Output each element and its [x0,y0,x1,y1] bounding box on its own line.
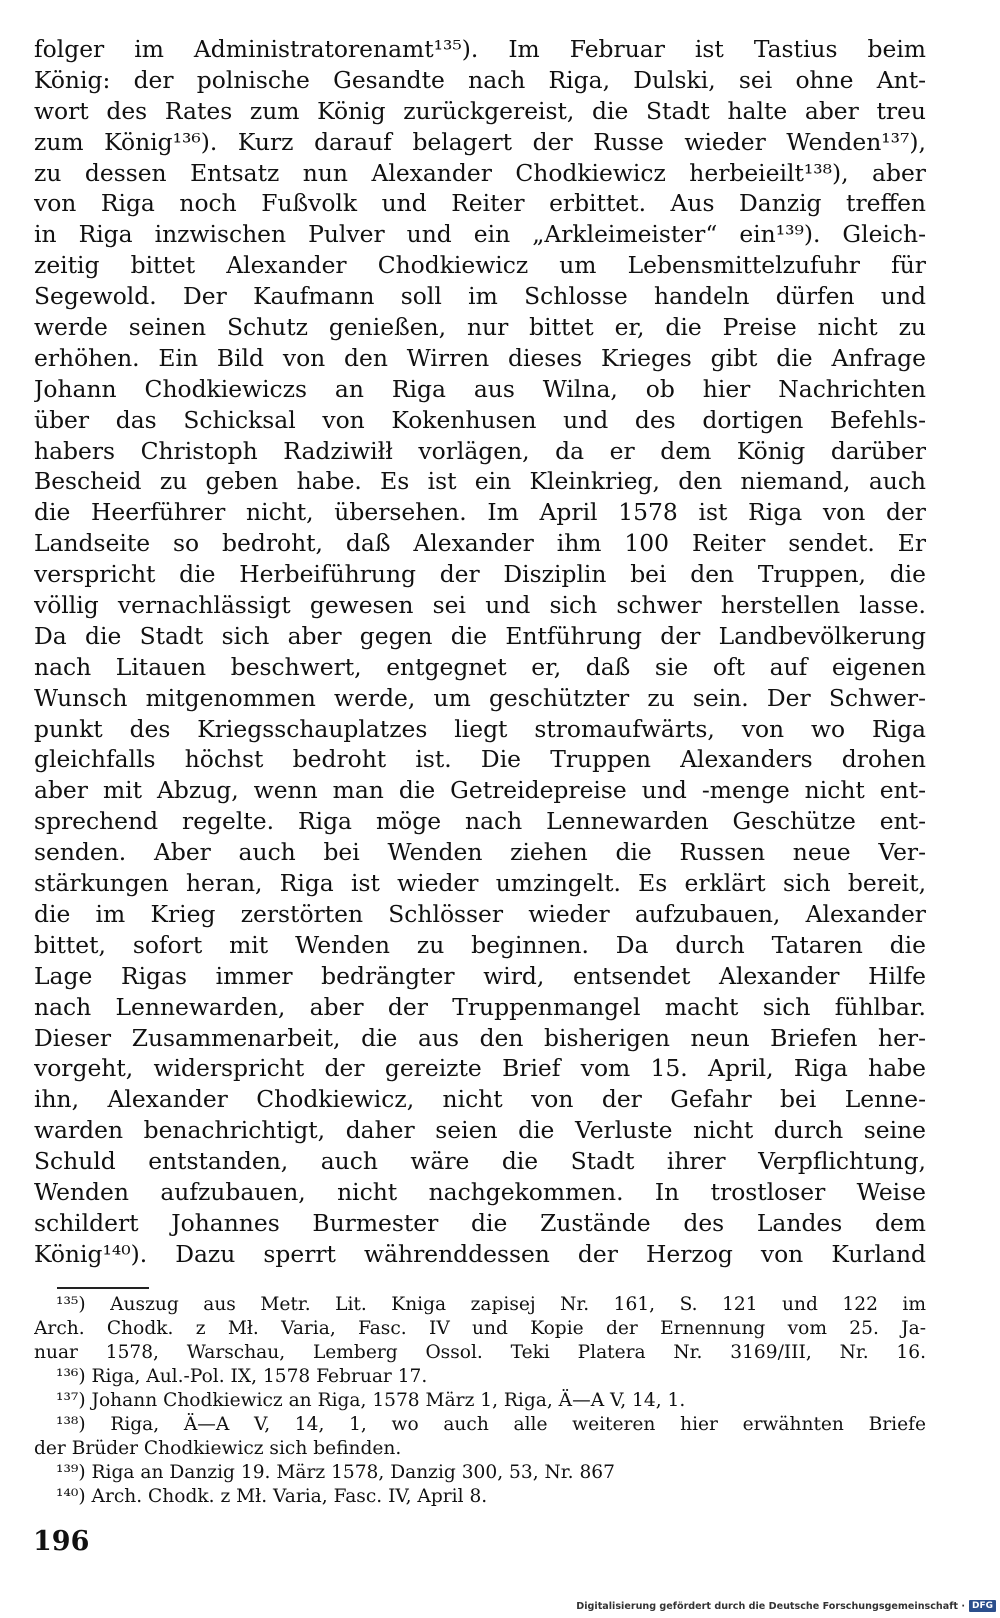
footnotes [34,1293,926,1509]
body-line: über das Schicksal von Kokenhusen und des dortigen Befehls- [34,405,926,434]
body-line: Segewold. Der Kaufmann soll im Schlosse handeln dürfen und [34,282,926,311]
body-line: Bescheid zu geben habe. Es ist ein Kleinkrieg, den niemand, auch [34,467,926,496]
body-line: in Riga inzwischen Pulver und ein „Arkleimeister“ ein¹³⁹). Gleich- [34,220,926,249]
body-line: nach Lennewarden, aber der Truppenmangel macht sich fühlbar. [34,992,926,1021]
body-line: erhöhen. Ein Bild von den Wirren dieses Krieges gibt die Anfrage [34,343,926,372]
body-line: völlig vernachlässigt gewesen sei und sich schwer herstellen lasse. [34,591,926,620]
page-number: 196 [33,1526,90,1557]
body-line: stärkungen heran, Riga ist wieder umzingelt. Es erklärt sich bereit, [34,869,926,898]
footnote-line: ¹³⁶) Riga, Aul.-Pol. IX, 1578 Februar 17. [56,1366,428,1387]
body-line: Dieser Zusammenarbeit, die aus den bisherigen neun Briefen her- [34,1023,926,1052]
body-line: Johann Chodkiewiczs an Riga aus Wilna, ob hier Nachrichten [34,374,926,403]
body-line: die Heerführer nicht, übersehen. Im April 1578 ist Riga von der [34,498,926,527]
body-line: aber mit Abzug, wenn man die Getreidepreise und -menge nicht ent- [34,776,926,805]
body-line: folger im Administratorenamt¹³⁵). Im Februar ist Tastius beim [34,35,926,63]
body-line: werde seinen Schutz genießen, nur bittet er, die Preise nicht zu [34,313,926,342]
body-line: zum König¹³⁶). Kurz darauf belagert der Russe wieder Wenden¹³⁷), [34,127,926,156]
body-line: wort des Rates zum König zurückgereist, die Stadt halte aber treu [34,96,926,125]
footnote-line: nuar 1578, Warschau, Lemberg Ossol. Teki Platera Nr. 3169/III, Nr. 16. [34,1342,926,1363]
footnote-line: ¹³⁸) Riga, Ä—A V, 14, 1, wo auch alle weiteren hier erwähnten Briefe [56,1414,926,1435]
body-line: punkt des Kriegsschauplatzes liegt stromaufwärts, von wo Riga [34,714,926,743]
body-line: König: der polnische Gesandte nach Riga, Dulski, sei ohne Ant- [34,65,926,94]
body-line: Wunsch mitgenommen werde, um geschützter zu sein. Der Schwer- [34,683,926,712]
body-line: habers Christoph Radziwiłł vorlägen, da er dem König darüber [34,436,926,465]
footnote-separator [57,1287,149,1289]
body-line: die im Krieg zerstörten Schlösser wieder aufzubauen, Alexander [34,899,926,928]
body-line: vorgeht, widerspricht der gereizte Brief vom 15. April, Riga habe [34,1054,926,1083]
body-line: ihn, Alexander Chodkiewicz, nicht von der Gefahr bei Lenne- [34,1085,926,1114]
body-line: Wenden aufzubauen, nicht nachgekommen. In trostloser Weise [34,1177,926,1206]
body-line: Da die Stadt sich aber gegen die Entführung der Landbevölkerung [34,621,926,650]
footnote-line: ¹³⁵) Auszug aus Metr. Lit. Kniga zapisej Nr. 161, S. 121 und 122 im [56,1294,926,1315]
body-line: Schuld entstanden, auch wäre die Stadt ihrer Verpflichtung, [34,1147,926,1176]
body-line: zeitig bittet Alexander Chodkiewicz um Lebensmittelzufuhr für [34,251,926,280]
body-line: sprechend regelte. Riga möge nach Lennewarden Geschütze ent- [34,807,926,836]
body-line: von Riga noch Fußvolk und Reiter erbittet. Aus Danzig treffen [34,189,926,218]
body-line: bittet, sofort mit Wenden zu beginnen. Da durch Tataren die [34,930,926,959]
footnote-line: ¹³⁹) Riga an Danzig 19. März 1578, Danzig 300, 53, Nr. 867 [56,1462,615,1483]
body-line: zu dessen Entsatz nun Alexander Chodkiewicz herbeieilt¹³⁸), aber [34,158,926,187]
body-line: Landseite so bedroht, daß Alexander ihm 100 Reiter sendet. Er [34,529,926,558]
body-line: senden. Aber auch bei Wenden ziehen die Russen neue Ver- [34,838,926,867]
body-line: schildert Johannes Burmester die Zustände des Landes dem [34,1208,926,1237]
body-line: König¹⁴⁰). Dazu sperrt währenddessen der Herzog von Kurland [34,1239,926,1268]
body-line: verspricht die Herbeiführung der Disziplin bei den Truppen, die [34,560,926,589]
body-line: Lage Rigas immer bedrängter wird, entsendet Alexander Hilfe [34,961,926,990]
body-line: warden benachrichtigt, daher seien die Verluste nicht durch seine [34,1116,926,1145]
footnote-line: der Brüder Chodkiewicz sich befinden. [34,1438,402,1459]
dfg-credit-text: Digitalisierung gefördert durch die Deutsche Forschungsgemeinschaft · [576,1600,965,1612]
footnote-line: ¹³⁷) Johann Chodkiewicz an Riga, 1578 März 1, Riga, Ä—A V, 14, 1. [56,1390,686,1411]
footnote-line: Arch. Chodk. z Mł. Varia, Fasc. IV und Kopie der Ernennung vom 25. Ja- [34,1318,926,1339]
body-line: gleichfalls höchst bedroht ist. Die Truppen Alexanders drohen [34,745,926,774]
dfg-credit-bar [576,1598,996,1614]
dfg-logo-icon: DFG [969,1600,996,1612]
body-line: nach Litauen beschwert, entgegnet er, daß sie oft auf eigenen [34,652,926,681]
footnote-line: ¹⁴⁰) Arch. Chodk. z Mł. Varia, Fasc. IV, April 8. [56,1486,488,1507]
body-text [34,34,926,1270]
